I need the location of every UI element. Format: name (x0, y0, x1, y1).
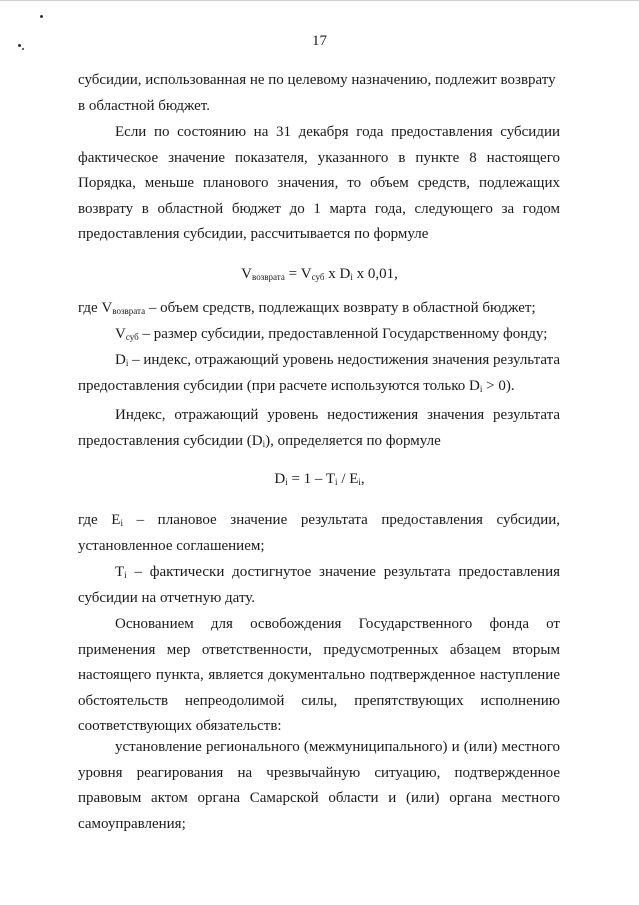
definition-e-planned: где $E_i$ – плановое значение результата предоставления субсидии, установленное соглашением; (78, 512, 561, 554)
paragraph-1-line-1: субсидии, использованная не по целевому назначению, подлежит возврату (78, 72, 556, 88)
paragraph-emergency: установление регионального (межмуниципального) и (или) местного уровня реагирования на чрезвычайную ситуацию, подтвержденное правовым актом органа Самарской области и (или) органа местного самоуправления; (78, 739, 560, 832)
definition-v-refund: где $V_{возврата}$ – объем средств, подлежащих возврату в областной бюджет; (78, 300, 536, 316)
page-number: 17 (312, 33, 327, 49)
paragraph-1-line-2: в областной бюджет. (78, 97, 210, 114)
definition-t-actual: $T_i$ – фактически достигнутое значение результата предоставления субсидии на отчетную дату. (78, 564, 560, 606)
definition-v-subsidy: $V_{суб}$ – размер субсидии, предоставленной Государственному фонду; (115, 326, 548, 342)
paragraph-index: Индекс, отражающий уровень недостижения значения результата предоставления субсидии $(D_i)$, определяется по формуле (78, 407, 560, 449)
formula-refund: $V_{возврата} = V_{суб}$ x $D_i$ x 0,01, (241, 266, 398, 282)
paragraph-2: Если по состоянию на 31 декабря года предоставления субсидии фактическое значение показателя, указанного в пункте 8 настоящего Порядка, меньше планового значения, то объем средств, подлежащих возврату в областной бюджет до 1 марта года, следующего за годом предоставления субсидии, рассчитывается по формуле (78, 124, 560, 242)
scan-edge-line (0, 0, 639, 1)
formula-index: $D_i = 1 - T_i / E_i$, (274, 471, 365, 487)
scan-mark (40, 15, 43, 18)
paragraph-1 (78, 68, 560, 119)
paragraph-grounds: Основанием для освобождения Государственного фонда от применения мер ответственности, предусмотренных абзацем вторым настоящего пункта, является документально подтвержденное наступление обстоятельств непреодолимой силы, препятствующих исполнению соответствующих обязательств: (78, 616, 560, 734)
definition-d-index: $D_i$ – индекс, отражающий уровень недостижения значения результата предоставления субсидии (при расчете используются только $D_i > 0$). (78, 352, 560, 394)
